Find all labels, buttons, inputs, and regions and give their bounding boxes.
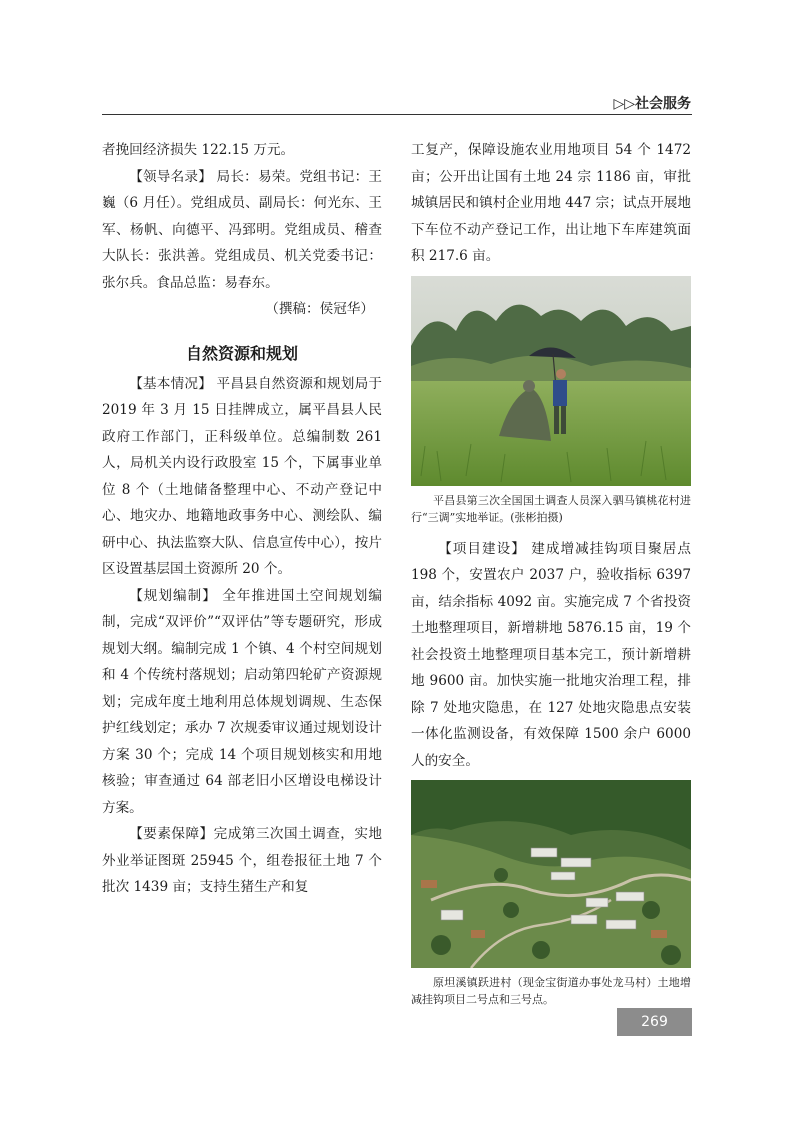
village-aerial-photo (411, 780, 691, 968)
author-credit: （撰稿：侯冠华） (265, 301, 374, 317)
paragraph-leaders: 【领导名录】 局长：易荣。党组书记：王巍（6 月任）。党组成员、副局长：何光东、王军、杨帆、向德平、冯郅明。党组成员、稽查大队长：张洪善。党组成员、机关党委书记：张尔兵。食品总监：易春东。 (102, 168, 382, 291)
right-column (411, 137, 691, 1018)
section-header: ▷▷社会服务 (613, 96, 691, 112)
photo-caption-2: 原坦溪镇跃进村（现金宝街道办事处龙马村）土地增减挂钩项目二号点和三号点。 (411, 976, 691, 1006)
page-number: 269 (617, 1008, 692, 1036)
paragraph-basic-info: 【基本情况】 平昌县自然资源和规划局于 2019 年 3 月 15 日挂牌成立，属平昌县人民政府工作部门，正科级单位。总编制数 261 人，局机关内设行政股室 15 个，下属事业单位 8 个（土地储备整理中心、不动产登记中心、地灾办、地籍地政事务中心、测绘队、编研中心、执法监察大队、信息宣传中心），按片区设置基层国土资源所 20 个。 (102, 375, 382, 577)
paragraph-continued: 者挽回经济损失 122.15 万元。 (102, 142, 295, 158)
paragraph-element-guarantee: 【要素保障】完成第三次国土调查，实地外业举证图斑 25945 个，组卷报征土地 7 个批次 1439 亩；支持生猪生产和复 (102, 826, 382, 895)
paragraph-project-construction: 【项目建设】 建成增减挂钩项目聚居点 198 个，安置农户 2037 户，验收指标 6397 亩，结余指标 4092 亩。实施完成 7 个省投资土地整理项目，新增耕地 5876.15 亩，19 个社会投资土地整理项目基本完工，预计新增耕地 9600 亩。加快实施一批地灾治理工程，排除 7 处地灾隐患，在 127 处地灾隐患点安装一体化监测设备，有效保障 1500 余户 6000 人的安全。 (411, 540, 691, 769)
section-title: 自然资源和规划 (185, 343, 298, 363)
photo-caption-1: 平昌县第三次全国国土调查人员深入驷马镇桃花村进行“三调”实地举证。(张彬拍摄) (411, 493, 691, 524)
header-rule (102, 114, 692, 115)
paragraph-continued-right: 工复产，保障设施农业用地项目 54 个 1472 亩；公开出让国有土地 24 宗 1186 亩，审批城镇居民和镇村企业用地 447 宗；试点开展地下车位不动产登记工作，出让地下车库建筑面积 217.6 亩。 (411, 142, 691, 264)
paragraph-planning: 【规划编制】 全年推进国土空间规划编制，完成“双评价”“双评估”等专题研究，形成规划大纲。编制完成 1 个镇、4 个村空间规划和 4 个传统村落规划；启动第四轮矿产资源规划；完成年度土地利用总体规划调规、生态保护红线划定；承办 7 次规委审议通过规划设计方案 30 个；完成 14 个项目规划核实和用地核验；审查通过 64 部老旧小区增设电梯设计方案。 (102, 587, 382, 816)
left-column (102, 137, 382, 901)
survey-field-photo (411, 276, 691, 486)
